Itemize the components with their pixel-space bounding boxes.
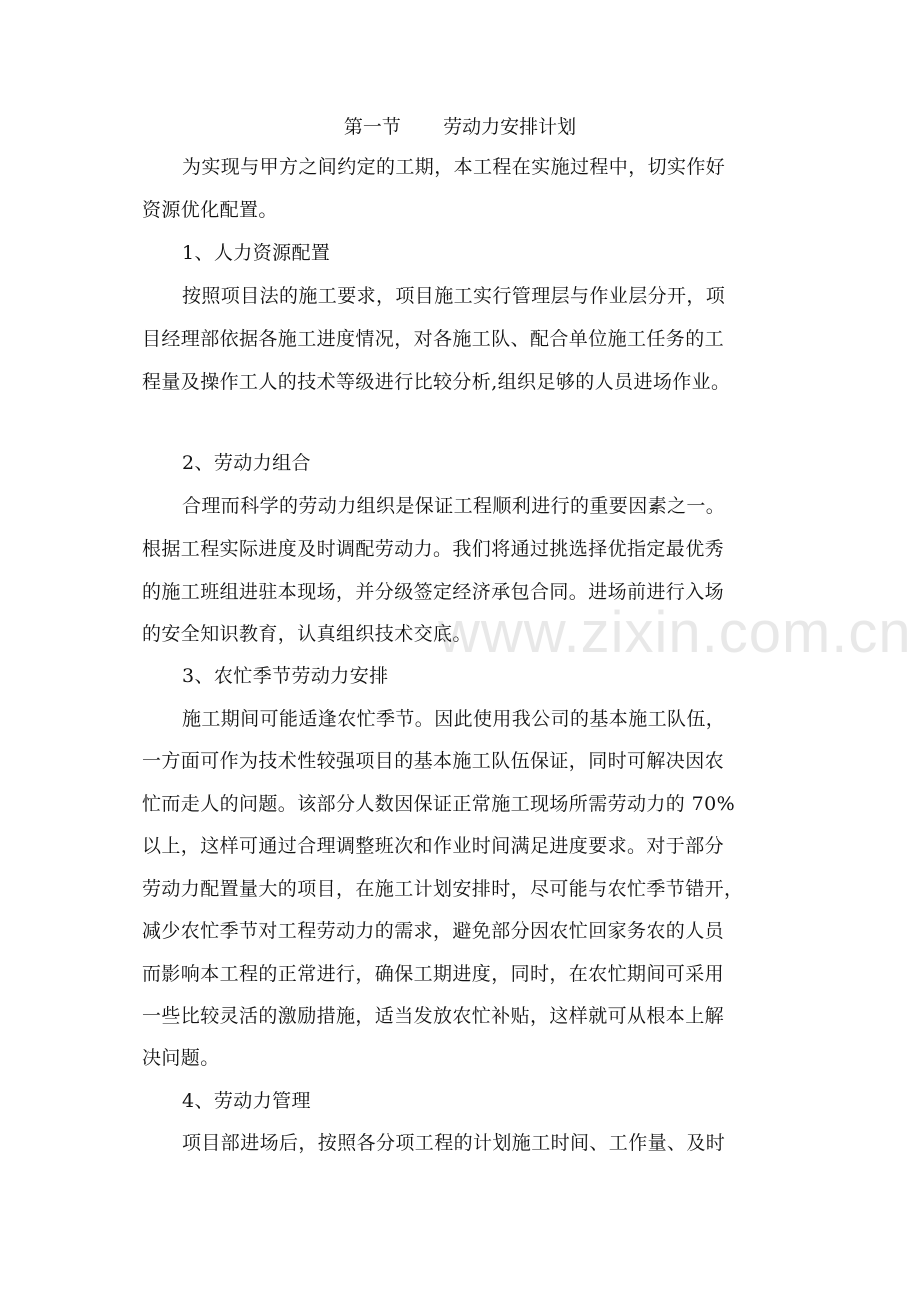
paragraph-line: 程量及操作工人的技术等级进行比较分析,组织足够的人员进场作业。 — [142, 371, 731, 393]
paragraph-line: 按照项目法的施工要求，项目施工实行管理层与作业层分开，项 — [182, 285, 726, 307]
paragraph-line: 劳动力配置量大的项目，在施工计划安排时，尽可能与农忙季节错开， — [142, 878, 744, 900]
heading-busy-season: 3、农忙季节劳动力安排 — [182, 665, 389, 687]
paragraph-line: 一方面可作为技术性较强项目的基本施工队伍保证，同时可解决因农 — [142, 750, 725, 772]
paragraph-line: 而影响本工程的正常进行，确保工期进度，同时，在农忙期间可采用 — [142, 963, 725, 985]
paragraph-line: 以上，这样可通过合理调整班次和作业时间满足进度要求。对于部分 — [142, 835, 725, 857]
section-title: 第一节 劳动力安排计划 — [343, 116, 577, 138]
heading-labor-management: 4、劳动力管理 — [182, 1090, 311, 1112]
paragraph-line: 合理而科学的劳动力组织是保证工程顺利进行的重要因素之一。 — [182, 495, 726, 517]
heading-labor-combination: 2、劳动力组合 — [182, 452, 311, 474]
watermark: www.zixin.com.cn — [438, 600, 912, 665]
intro-line-1: 为实现与甲方之间约定的工期，本工程在实施过程中，切实作好 — [182, 156, 726, 178]
paragraph-line: 的安全知识教育，认真组织技术交底。 — [142, 623, 472, 645]
paragraph-line: 根据工程实际进度及时调配劳动力。我们将通过挑选择优指定最优秀 — [142, 538, 725, 560]
heading-human-resources: 1、人力资源配置 — [182, 242, 331, 264]
paragraph-line: 决问题。 — [142, 1047, 220, 1069]
paragraph-line: 施工期间可能适逢农忙季节。因此使用我公司的基本施工队伍， — [182, 708, 726, 730]
intro-line-2: 资源优化配置。 — [142, 199, 278, 221]
paragraph-line: 的施工班组进驻本现场，并分级签定经济承包合同。进场前进行入场 — [142, 581, 725, 603]
paragraph-line: 项目部进场后，按照各分项工程的计划施工时间、工作量、及时 — [182, 1132, 726, 1154]
paragraph-line: 忙而走人的问题。该部分人数因保证正常施工现场所需劳动力的 70% — [142, 793, 736, 815]
paragraph-line: 目经理部依据各施工进度情况，对各施工队、配合单位施工任务的工 — [142, 328, 725, 350]
paragraph-line: 减少农忙季节对工程劳动力的需求，避免部分因农忙回家务农的人员 — [142, 920, 725, 942]
paragraph-line: 一些比较灵活的激励措施，适当发放农忙补贴，这样就可从根本上解 — [142, 1005, 725, 1027]
